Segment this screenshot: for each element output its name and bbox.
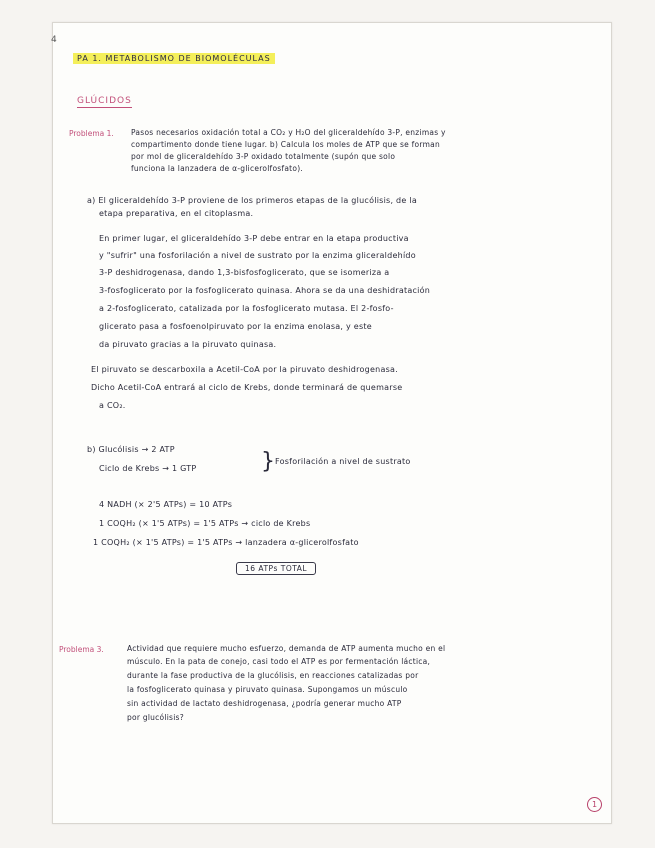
answer-a-line: Dicho Acetil-CoA entrará al ciclo de Krebs, donde terminará de quemarse xyxy=(91,383,403,392)
answer-b-line: 1 COQH₂ (× 1'5 ATPs) = 1'5 ATPs → lanzadera α-glicerolfosfato xyxy=(93,538,359,547)
answer-b-line: Ciclo de Krebs → 1 GTP xyxy=(99,464,197,473)
page-title: PA 1. METABOLISMO DE BIOMOLÉCULAS xyxy=(73,53,275,64)
total-atp-box: 16 ATPs TOTAL xyxy=(236,562,316,575)
answer-a-line: 3-P deshidrogenasa, dando 1,3-bisfosfoglicerato, que se isomeriza a xyxy=(99,268,390,277)
problem-1-line: compartimento donde tiene lugar. b) Calcula los moles de ATP que se forman xyxy=(131,140,441,149)
problem-1-line: por mol de gliceraldehído 3-P oxidado totalmente (supón que solo xyxy=(131,152,396,161)
problem-1-line: funciona la lanzadera de α-glicerolfosfato). xyxy=(131,164,304,173)
brace-symbol: } xyxy=(261,449,275,474)
answer-b-line: 1 COQH₂ (× 1'5 ATPs) = 1'5 ATPs → ciclo de Krebs xyxy=(99,519,311,528)
answer-a-line: a) El gliceraldehído 3-P proviene de los primeros etapas de la glucólisis, de la xyxy=(87,196,417,205)
answer-b-line: 4 NADH (× 2'5 ATPs) = 10 ATPs xyxy=(99,500,233,509)
answer-a-line: El piruvato se descarboxila a Acetil-CoA por la piruvato deshidrogenasa. xyxy=(91,365,398,374)
notebook-page xyxy=(52,22,612,824)
problem-3-label: Problema 3. xyxy=(59,645,104,654)
problem-3-line: durante la fase productiva de la glucólisis, en reacciones catalizadas por xyxy=(127,671,419,680)
problem-3-line: Actividad que requiere mucho esfuerzo, demanda de ATP aumenta mucho en el xyxy=(127,644,446,653)
problem-3-line: sin actividad de lactato deshidrogenasa, ¿podría generar mucho ATP xyxy=(127,699,402,708)
answer-a-line: a CO₂. xyxy=(99,401,126,410)
answer-a-line: glicerato pasa a fosfoenolpiruvato por la enzima enolasa, y este xyxy=(99,322,372,331)
problem-3-line: la fosfoglicerato quinasa y piruvato quinasa. Supongamos un músculo xyxy=(127,685,408,694)
answer-a-line: y "sufrir" una fosforilación a nivel de sustrato por la enzima gliceraldehído xyxy=(99,251,416,260)
page-number: 1 xyxy=(587,797,602,812)
problem-3-line: músculo. En la pata de conejo, casi todo el ATP es por fermentación láctica, xyxy=(127,657,431,666)
brace-note: Fosforilación a nivel de sustrato xyxy=(275,457,411,466)
answer-a-line: a 2-fosfoglicerato, catalizada por la fosfoglicerato mutasa. El 2-fosfo- xyxy=(99,304,394,313)
answer-a-line: etapa preparativa, en el citoplasma. xyxy=(99,209,254,218)
answer-a-line: En primer lugar, el gliceraldehído 3-P debe entrar en la etapa productiva xyxy=(99,234,409,243)
answer-a-line: da piruvato gracias a la piruvato quinasa. xyxy=(99,340,277,349)
corner-mark: 4 xyxy=(51,35,57,45)
answer-a-line: 3-fosfoglicerato por la fosfoglicerato quinasa. Ahora se da una deshidratación xyxy=(99,286,431,295)
answer-b-line: b) Glucólisis → 2 ATP xyxy=(87,445,175,454)
problem-1-line: Pasos necesarios oxidación total a CO₂ y H₂O del gliceraldehído 3-P, enzimas y xyxy=(131,128,446,137)
section-heading: GLÚCIDOS xyxy=(77,96,132,106)
problem-3-line: por glucólisis? xyxy=(127,713,184,722)
problem-1-label: Problema 1. xyxy=(69,129,114,138)
